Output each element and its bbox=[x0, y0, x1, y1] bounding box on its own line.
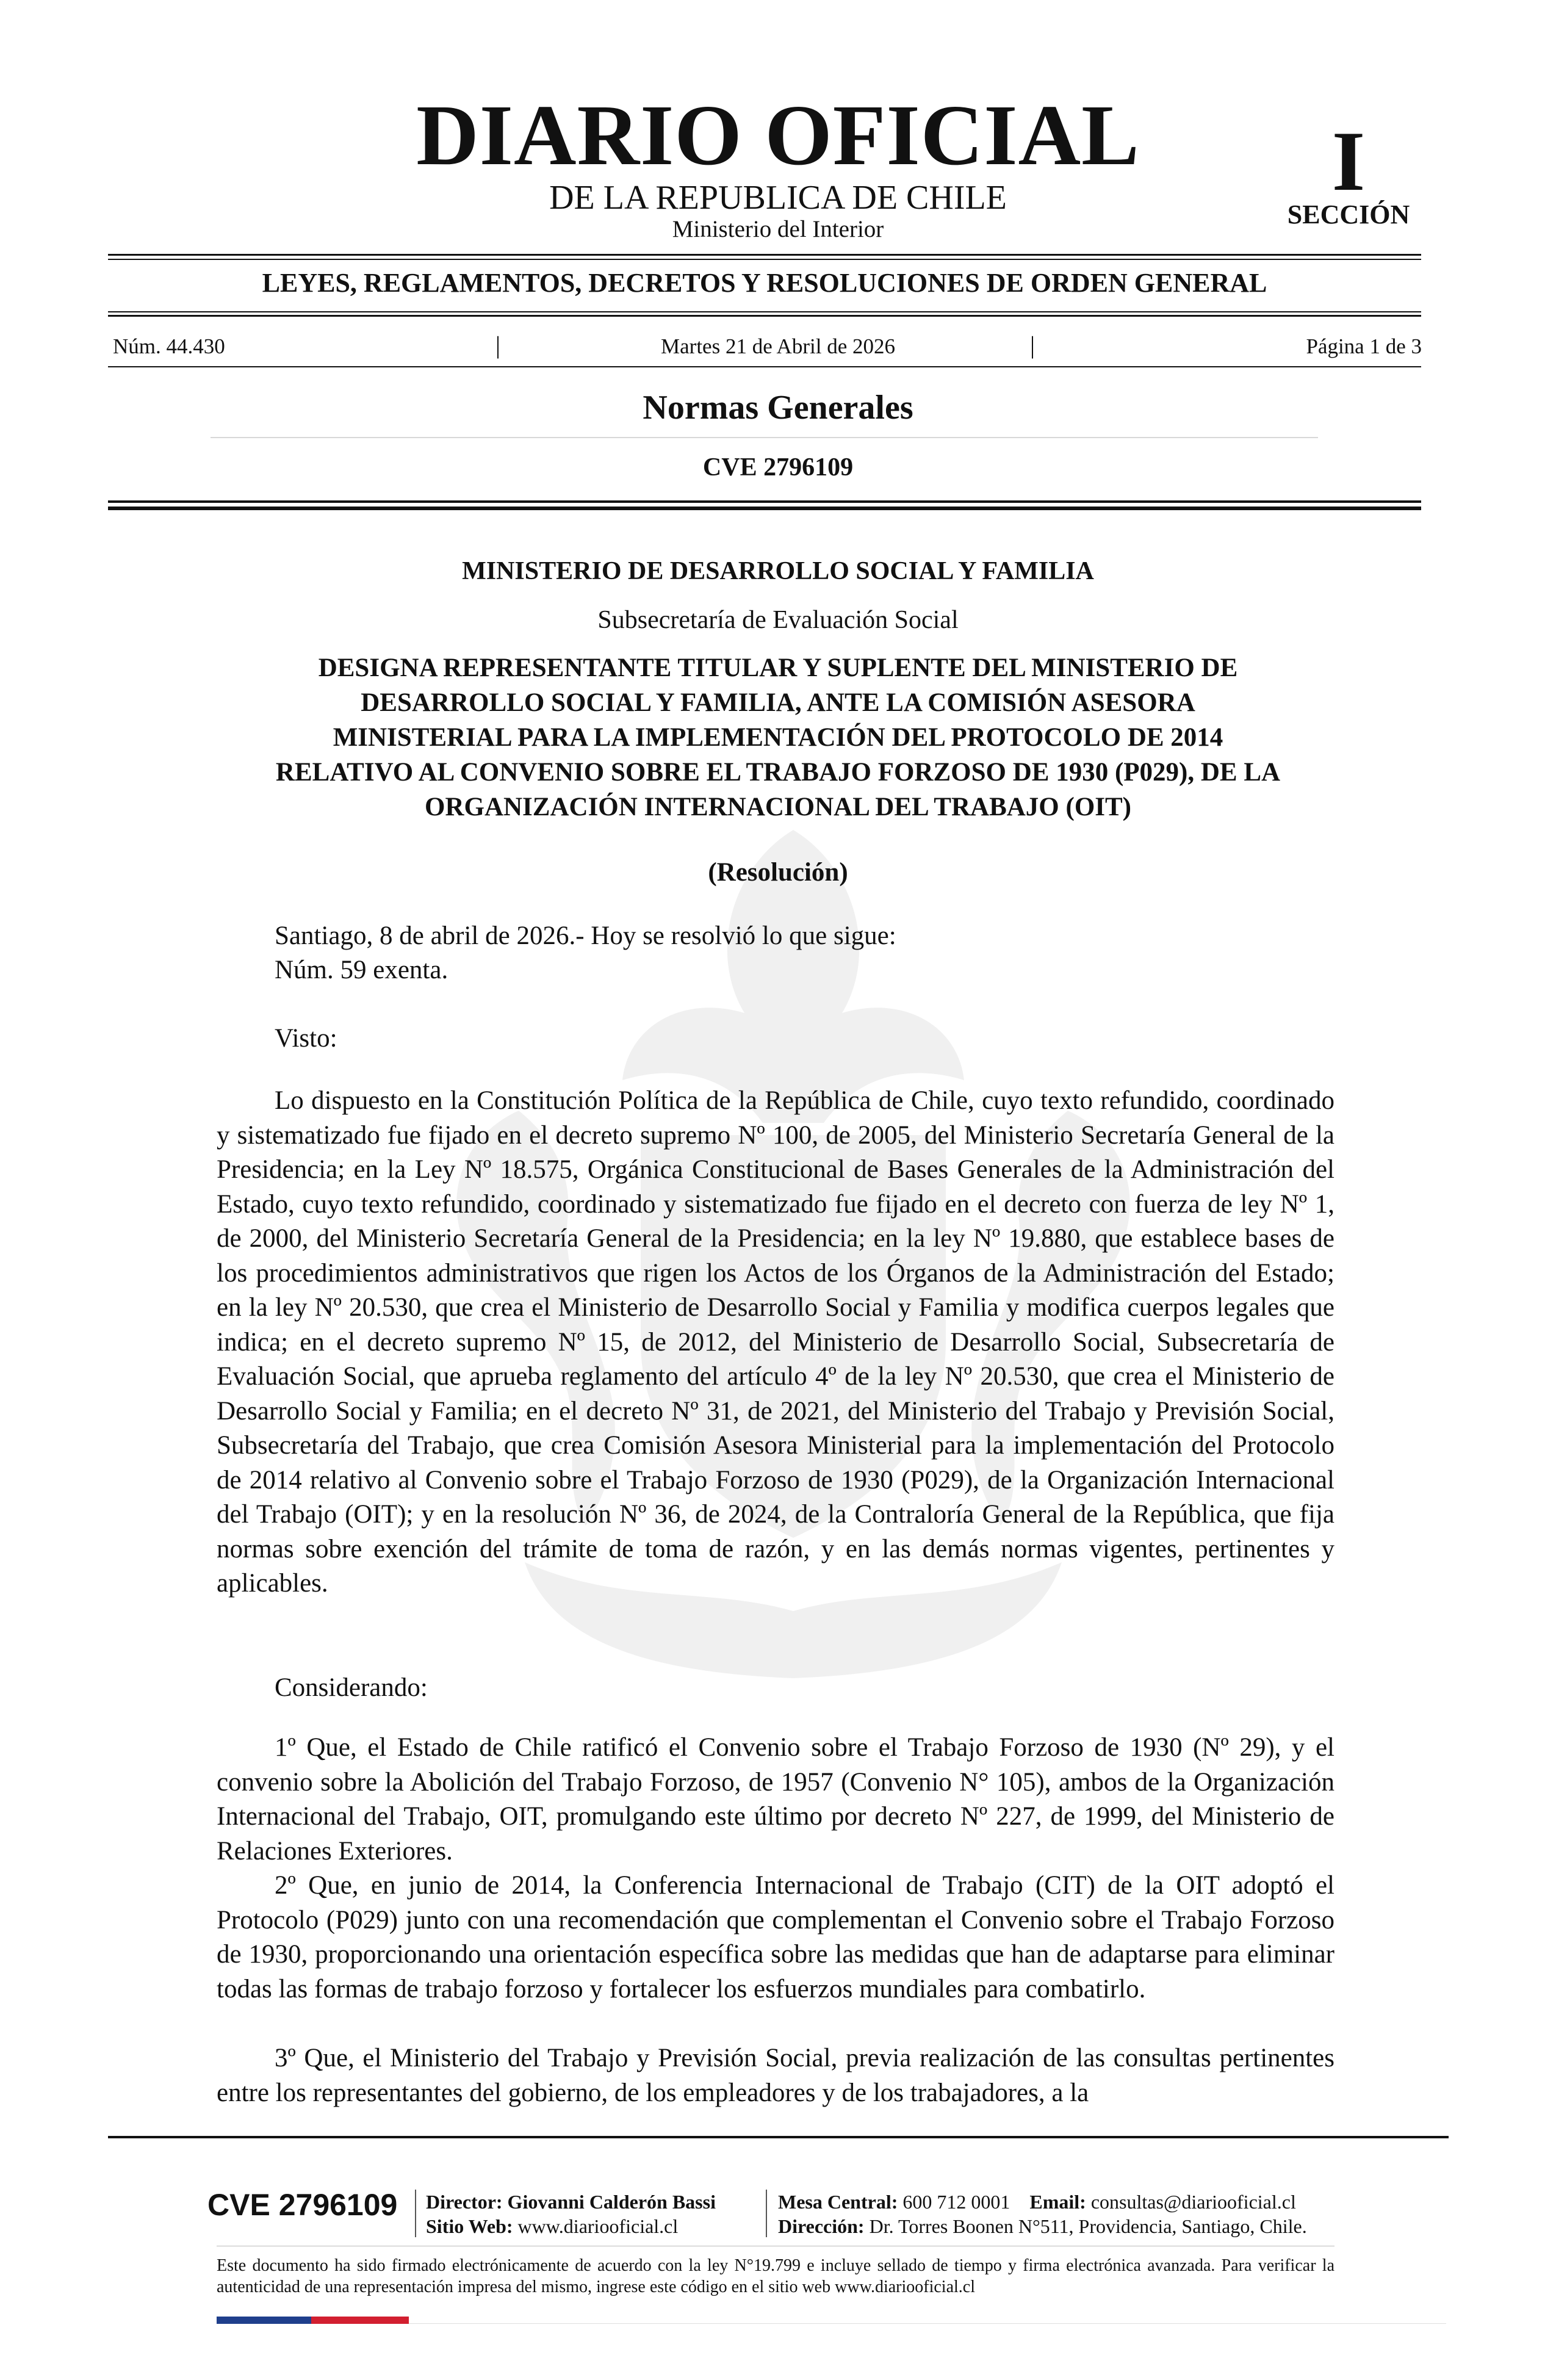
footer-separator bbox=[415, 2190, 416, 2237]
resolution-number: Núm. 59 exenta. bbox=[275, 956, 448, 984]
cve-rule-2 bbox=[108, 507, 1421, 510]
page-indicator: Página 1 de 3 bbox=[1306, 334, 1422, 358]
cve-rule-1 bbox=[108, 500, 1421, 503]
cve-code: CVE 2796109 bbox=[702, 453, 854, 481]
issue-number: Núm. 44.430 bbox=[113, 334, 225, 358]
title-line: DESARROLLO SOCIAL Y FAMILIA, ANTE LA COMISIÓN ASESORA bbox=[361, 688, 1195, 717]
address: Dr. Torres Boonen N°511, Providencia, Santiago, Chile. bbox=[869, 2215, 1307, 2237]
footer-separator bbox=[766, 2190, 767, 2237]
title-line: RELATIVO AL CONVENIO SOBRE EL TRABAJO FORZOSO DE 1930 (P029), DE LA bbox=[275, 758, 1281, 787]
footer-cve-code: CVE 2796109 bbox=[207, 2188, 398, 2222]
address-label: Dirección: bbox=[778, 2215, 865, 2237]
flag-stripe-red bbox=[311, 2317, 409, 2324]
footer-director-block bbox=[426, 2190, 716, 2238]
info-separator: | bbox=[1030, 331, 1036, 359]
considerando-2: 2º Que, en junio de 2014, la Conferencia Internacional de Trabajo (CIT) de la OIT adoptó el Protocolo (P029) junto con una recomendación que complementan el Convenio sobre el Trabajo Forzoso de 1930, proporcionando una orientación específica sobre las medidas que han de adaptarse para eliminar todas las formas de trabajo forzoso y fortalecer los esfuerzos mundiales para combatirlo. bbox=[217, 1871, 1334, 2003]
section-bar: LEYES, REGLAMENTOS, DECRETOS Y RESOLUCIONES DE ORDEN GENERAL bbox=[262, 268, 1267, 298]
signature-notice: Este documento ha sido firmado electrónicamente de acuerdo con la ley N°19.799 e incluye sellado de tiempo y firma electrónica avanzada. Para verificar la autenticidad de una representación impresa del mismo, ingrese este código en el sitio web www.diariooficial.cl bbox=[217, 2256, 1334, 2296]
section-number: I bbox=[1331, 114, 1366, 209]
website-label: Sitio Web: bbox=[426, 2215, 513, 2237]
resolution-title bbox=[183, 651, 1373, 824]
director-label: Director: bbox=[426, 2191, 503, 2213]
normas-heading: Normas Generales bbox=[643, 389, 913, 427]
email-link[interactable]: consultas@diariooficial.cl bbox=[1090, 2191, 1296, 2213]
considerando-1: 1º Que, el Estado de Chile ratificó el Convenio sobre el Trabajo Forzoso de 1930 (Nº 29), y el convenio sobre la Abolición del Trabajo Forzoso, de 1957 (Convenio N° 105), ambos de la Organización Internacional del Trabajo, OIT, promulgando este último por decreto Nº 227, de 1999, del Ministerio de Relaciones Exteriores. bbox=[217, 1733, 1334, 1866]
info-separator: | bbox=[495, 331, 501, 359]
flag-stripe-blue bbox=[217, 2317, 311, 2324]
footer-contact-block bbox=[778, 2190, 1307, 2238]
header-rule-top bbox=[108, 254, 1421, 256]
section-label: SECCIÓN bbox=[1287, 200, 1410, 229]
ministry-heading: MINISTERIO DE DESARROLLO SOCIAL Y FAMILIA bbox=[462, 557, 1094, 585]
title-line: DESIGNA REPRESENTANTE TITULAR Y SUPLENTE DEL MINISTERIO DE bbox=[318, 654, 1238, 682]
director-name: Giovanni Calderón Bassi bbox=[507, 2191, 716, 2213]
considerando-3: 3º Que, el Ministerio del Trabajo y Previsión Social, previa realización de las consultas pertinentes entre los representantes del gobierno, de los empleadores y de los trabajadores, a la bbox=[217, 2044, 1334, 2107]
masthead-ministry: Ministerio del Interior bbox=[672, 216, 884, 242]
flag-stripe-line bbox=[409, 2323, 1446, 2324]
masthead-title: DIARIO OFICIAL bbox=[416, 87, 1140, 183]
document-type: (Resolución) bbox=[708, 858, 848, 887]
footer-rule bbox=[108, 2136, 1449, 2138]
place-date: Santiago, 8 de abril de 2026.- Hoy se resolvió lo que sigue: bbox=[275, 921, 896, 950]
visto-heading: Visto: bbox=[275, 1024, 337, 1053]
phone-label: Mesa Central: bbox=[778, 2191, 898, 2213]
website-link[interactable]: www.diariooficial.cl bbox=[517, 2215, 679, 2237]
masthead-subtitle: DE LA REPUBLICA DE CHILE bbox=[549, 179, 1007, 217]
title-line: MINISTERIAL PARA LA IMPLEMENTACIÓN DEL PROTOCOLO DE 2014 bbox=[333, 723, 1223, 752]
subsecretaria: Subsecretaría de Evaluación Social bbox=[597, 606, 959, 634]
info-rule bbox=[108, 366, 1421, 367]
email-label: Email: bbox=[1029, 2191, 1086, 2213]
considerando-heading: Considerando: bbox=[275, 1673, 428, 1702]
section-bar-rule-1 bbox=[108, 311, 1421, 312]
phone-number: 600 712 0001 bbox=[902, 2191, 1010, 2213]
issue-date: Martes 21 de Abril de 2026 bbox=[661, 334, 895, 358]
visto-paragraph: Lo dispuesto en la Constitución Política de la República de Chile, cuyo texto refundido, coordinado y sistematizado fue fijado en el decreto supremo Nº 100, de 2005, del Ministerio Secretaría General de la Presidencia; en la Ley Nº 18.575, Orgánica Constitucional de Bases Generales de la Administración del Estado, cuyo texto refundido, coordinado y sistematizado fue fijado en el decreto con fuerza de ley Nº 1, de 2000, del Ministerio Secretaría General de la Presidencia; en la ley Nº 19.880, que establece bases de los procedimientos administrativos que rigen los Actos de los Órganos de la Administración del Estado; en la ley Nº 20.530, que crea el Ministerio de Desarrollo Social y Familia y modifica cuerpos legales que indica; en el decreto supremo Nº 15, de 2012, del Ministerio de Desarrollo Social, Subsecretaría de Evaluación Social, que aprueba reglamento del artículo 4º de la ley Nº 20.530, que crea el Ministerio de Desarrollo Social y Familia; en el decreto Nº 31, de 2021, del Ministerio del Trabajo y Previsión Social, Subsecretaría del Trabajo, que crea Comisión Asesora Ministerial para la implementación del Protocolo de 2014 relativo al Convenio sobre el Trabajo Forzoso de 1930 (P029), de la Organización Internacional del Trabajo (OIT); y en la resolución Nº 36, de 2024, de la Contraloría General de la República, que fija normas sobre exención del trámite de toma de razón, y en las demás normas vigentes, pertinentes y aplicables. bbox=[217, 1086, 1334, 1598]
header-rule-top-2 bbox=[108, 259, 1421, 260]
section-bar-rule-2 bbox=[108, 315, 1421, 317]
normas-rule bbox=[211, 437, 1318, 438]
title-line: ORGANIZACIÓN INTERNACIONAL DEL TRABAJO (OIT) bbox=[425, 793, 1131, 821]
